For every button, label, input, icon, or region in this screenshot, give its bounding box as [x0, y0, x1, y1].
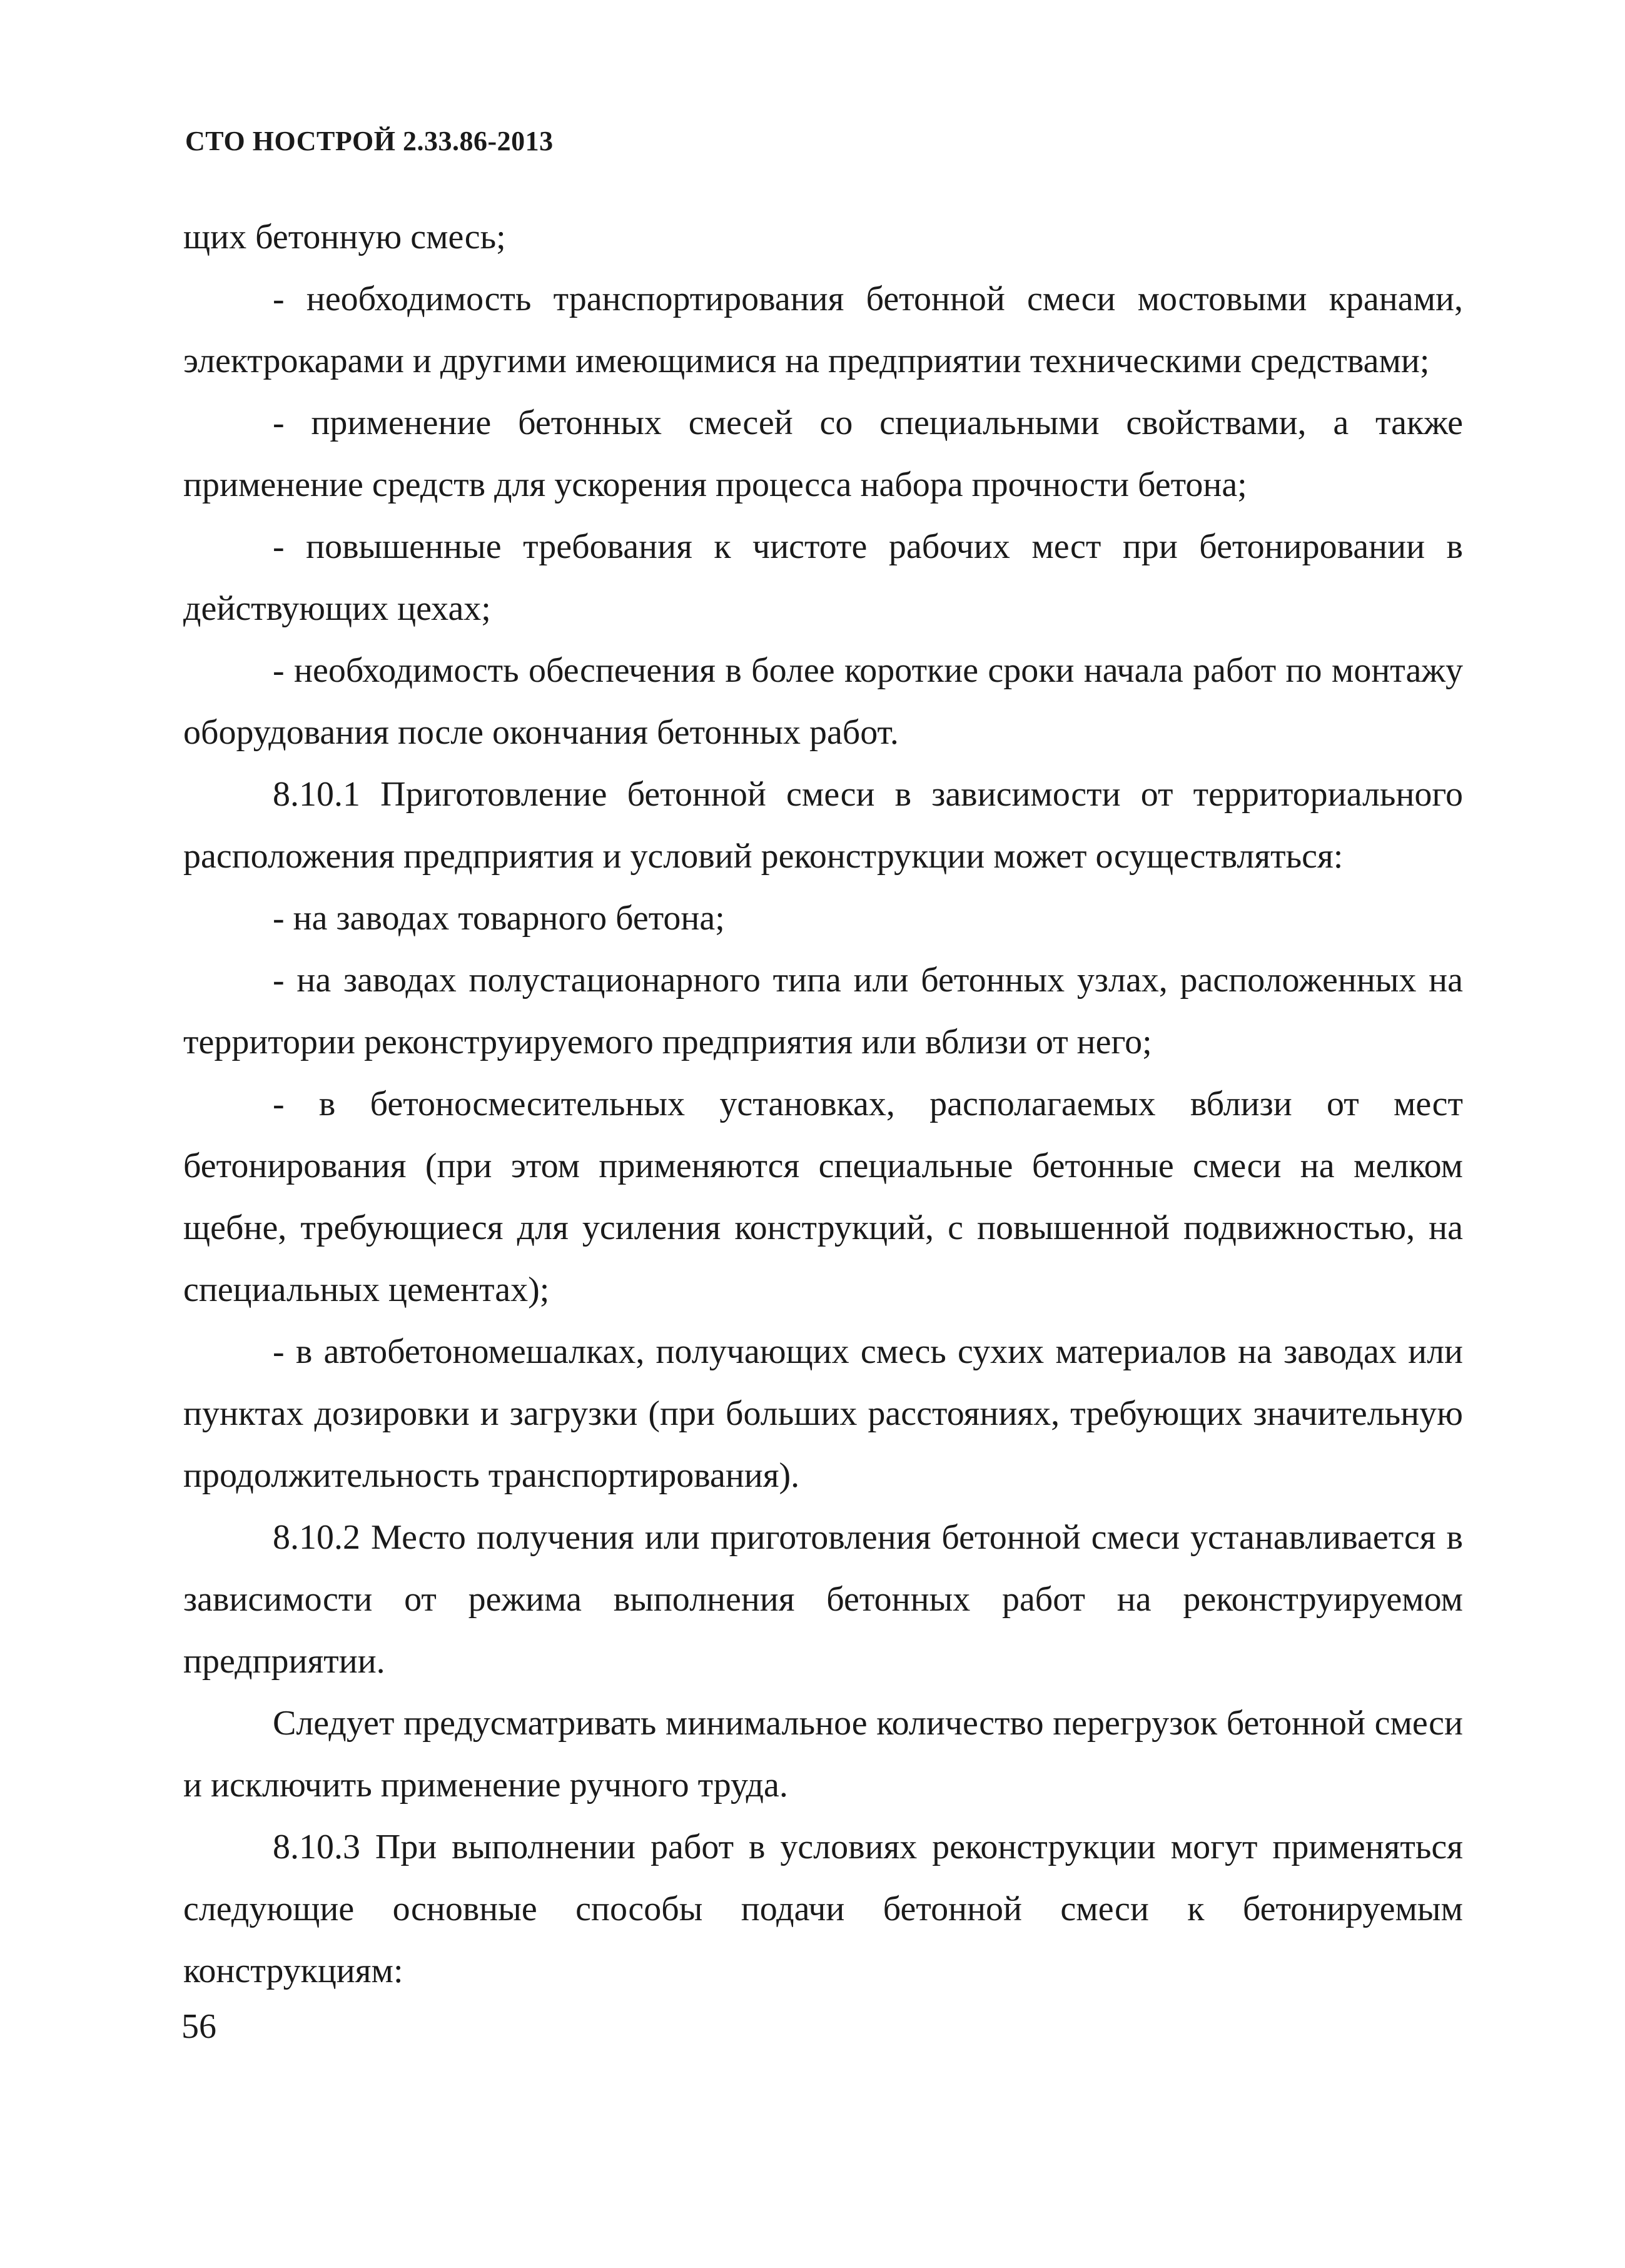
paragraph: - на заводах товарного бетона;: [273, 899, 725, 938]
paragraph: - повышенные требования к чистоте рабочих мест при бетонировании в действующих цехах;: [183, 527, 1463, 628]
body-text: [183, 206, 1463, 2002]
document-header: СТО НОСТРОЙ 2.33.86-2013: [185, 126, 554, 156]
paragraph: - на заводах полустационарного типа или бетонных узлах, расположенных на территории реконструируемого предприятия или вблизи от него;: [183, 961, 1463, 1061]
paragraph: - в автобетономешалках, получающих смесь сухих материалов на заводах или пунктах дозировки и загрузки (при больших расстояниях, требующих значительную продолжительность транспортирования).: [183, 1332, 1463, 1495]
paragraph: щих бетонную смесь;: [183, 218, 506, 256]
paragraph: - в бетоносмесительных установках, располагаемых вблизи от мест бетонирования (при этом применяются специальные бетонные смеси на мелком щебне, требующиеся для усиления конструкций, с повышенной подвижностью, на специальных цементах);: [183, 1085, 1463, 1309]
paragraph: - необходимость обеспечения в более короткие сроки начала работ по монтажу оборудования после окончания бетонных работ.: [183, 651, 1463, 752]
paragraph: Следует предусматривать минимальное количество перегрузок бетонной смеси и исключить применение ручного труда.: [183, 1704, 1463, 1805]
paragraph: - необходимость транспортирования бетонной смеси мостовыми кранами, электрокарами и другими имеющимися на предприятии техническими средствами;: [183, 280, 1463, 380]
paragraph: - применение бетонных смесей со специальными свойствами, а также применение средств для ускорения процесса набора прочности бетона;: [183, 403, 1463, 504]
page-number: 56: [181, 2007, 216, 2046]
paragraph: 8.10.3 При выполнении работ в условиях реконструкции могут применяться следующие основные способы подачи бетонной смеси к бетонируемым конструкциям:: [183, 1828, 1463, 1990]
paragraph: 8.10.1 Приготовление бетонной смеси в зависимости от территориального расположения предприятия и условий реконструкции может осуществляться:: [183, 775, 1463, 876]
paragraph: 8.10.2 Место получения или приготовления бетонной смеси устанавливается в зависимости от режима выполнения бетонных работ на реконструируемом предприятии.: [183, 1518, 1463, 1681]
